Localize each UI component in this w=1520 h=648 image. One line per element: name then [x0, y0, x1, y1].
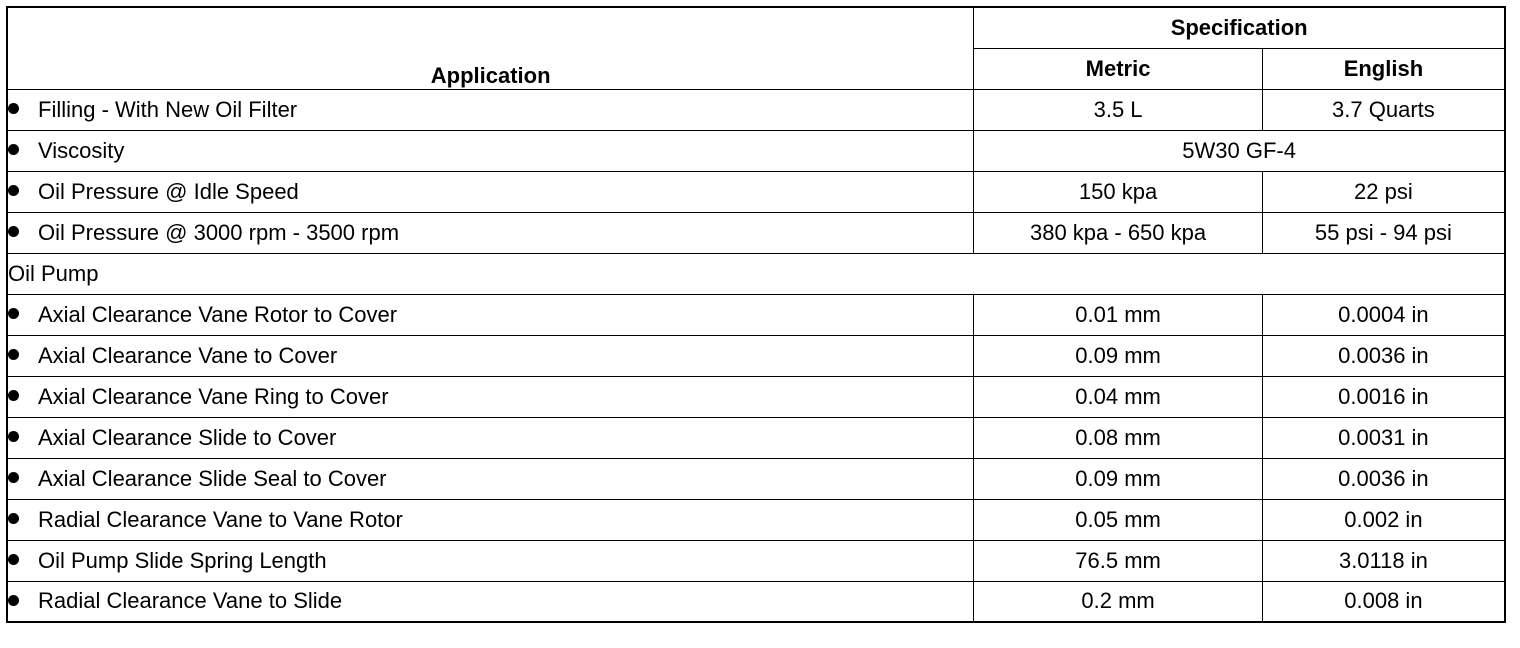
application-header: Application [7, 7, 974, 89]
application-cell [7, 171, 974, 212]
header-row-top [7, 7, 1505, 48]
english-value-cell: 55 psi - 94 psi [1262, 212, 1505, 253]
english-value-cell: 0.002 in [1262, 499, 1505, 540]
bullet-icon [8, 226, 19, 237]
bullet-icon [8, 390, 19, 401]
bullet-icon [8, 185, 19, 196]
application-cell [7, 499, 974, 540]
metric-value-cell: 0.2 mm [974, 581, 1263, 622]
table-row [7, 417, 1505, 458]
bullet-icon [8, 349, 19, 360]
english-value-cell: 0.0016 in [1262, 376, 1505, 417]
table-row [7, 458, 1505, 499]
bullet-icon [8, 472, 19, 483]
application-cell [7, 294, 974, 335]
application-cell [7, 130, 974, 171]
english-value-cell: 3.0118 in [1262, 540, 1505, 581]
english-value-cell: 0.0036 in [1262, 458, 1505, 499]
metric-value-cell: 150 kpa [974, 171, 1263, 212]
bullet-icon [8, 513, 19, 524]
table-body [7, 89, 1505, 622]
application-label: Filling - With New Oil Filter [38, 96, 298, 122]
english-value-cell: 3.7 Quarts [1262, 89, 1505, 130]
metric-value-cell: 380 kpa - 650 kpa [974, 212, 1263, 253]
english-value-cell: 0.0036 in [1262, 335, 1505, 376]
metric-value-cell: 0.09 mm [974, 335, 1263, 376]
metric-value-cell: 3.5 L [974, 89, 1263, 130]
application-label: Axial Clearance Slide to Cover [38, 424, 337, 450]
table-header [7, 7, 1505, 89]
table-row [7, 376, 1505, 417]
application-label: Viscosity [38, 137, 125, 163]
spec-value-cell: 5W30 GF-4 [974, 130, 1505, 171]
table-row [7, 499, 1505, 540]
bullet-icon [8, 144, 19, 155]
bullet-icon [8, 103, 19, 114]
metric-header: Metric [974, 48, 1263, 89]
table-row [7, 89, 1505, 130]
table-row [7, 540, 1505, 581]
application-cell [7, 376, 974, 417]
application-label: Axial Clearance Vane Ring to Cover [38, 383, 389, 409]
table-row [7, 581, 1505, 622]
table-row [7, 212, 1505, 253]
metric-value-cell: 0.05 mm [974, 499, 1263, 540]
metric-value-cell: 0.08 mm [974, 417, 1263, 458]
table-row [7, 294, 1505, 335]
metric-value-cell: 0.09 mm [974, 458, 1263, 499]
specification-header: Specification [974, 7, 1505, 48]
english-value-cell: 0.0004 in [1262, 294, 1505, 335]
application-cell [7, 335, 974, 376]
application-cell [7, 212, 974, 253]
specification-table [6, 6, 1506, 623]
application-cell [7, 417, 974, 458]
bullet-icon [8, 308, 19, 319]
table-row [7, 171, 1505, 212]
application-cell [7, 581, 974, 622]
application-label: Radial Clearance Vane to Vane Rotor [38, 506, 403, 532]
bullet-icon [8, 595, 19, 606]
application-label: Axial Clearance Vane to Cover [38, 342, 338, 368]
table-row [7, 130, 1505, 171]
section-label: Oil Pump [7, 253, 1505, 294]
section-row [7, 253, 1505, 294]
table-row [7, 335, 1505, 376]
english-value-cell: 0.008 in [1262, 581, 1505, 622]
application-label: Oil Pressure @ 3000 rpm - 3500 rpm [38, 219, 400, 245]
metric-value-cell: 0.01 mm [974, 294, 1263, 335]
application-label: Oil Pump Slide Spring Length [38, 547, 327, 573]
application-label: Oil Pressure @ Idle Speed [38, 178, 299, 204]
metric-value-cell: 0.04 mm [974, 376, 1263, 417]
application-label: Radial Clearance Vane to Slide [38, 588, 343, 614]
bullet-icon [8, 554, 19, 565]
application-cell [7, 540, 974, 581]
application-label: Axial Clearance Vane Rotor to Cover [38, 301, 398, 327]
english-value-cell: 22 psi [1262, 171, 1505, 212]
bullet-icon [8, 431, 19, 442]
application-cell [7, 89, 974, 130]
application-cell [7, 458, 974, 499]
application-label: Axial Clearance Slide Seal to Cover [38, 465, 387, 491]
metric-value-cell: 76.5 mm [974, 540, 1263, 581]
english-value-cell: 0.0031 in [1262, 417, 1505, 458]
english-header: English [1262, 48, 1505, 89]
